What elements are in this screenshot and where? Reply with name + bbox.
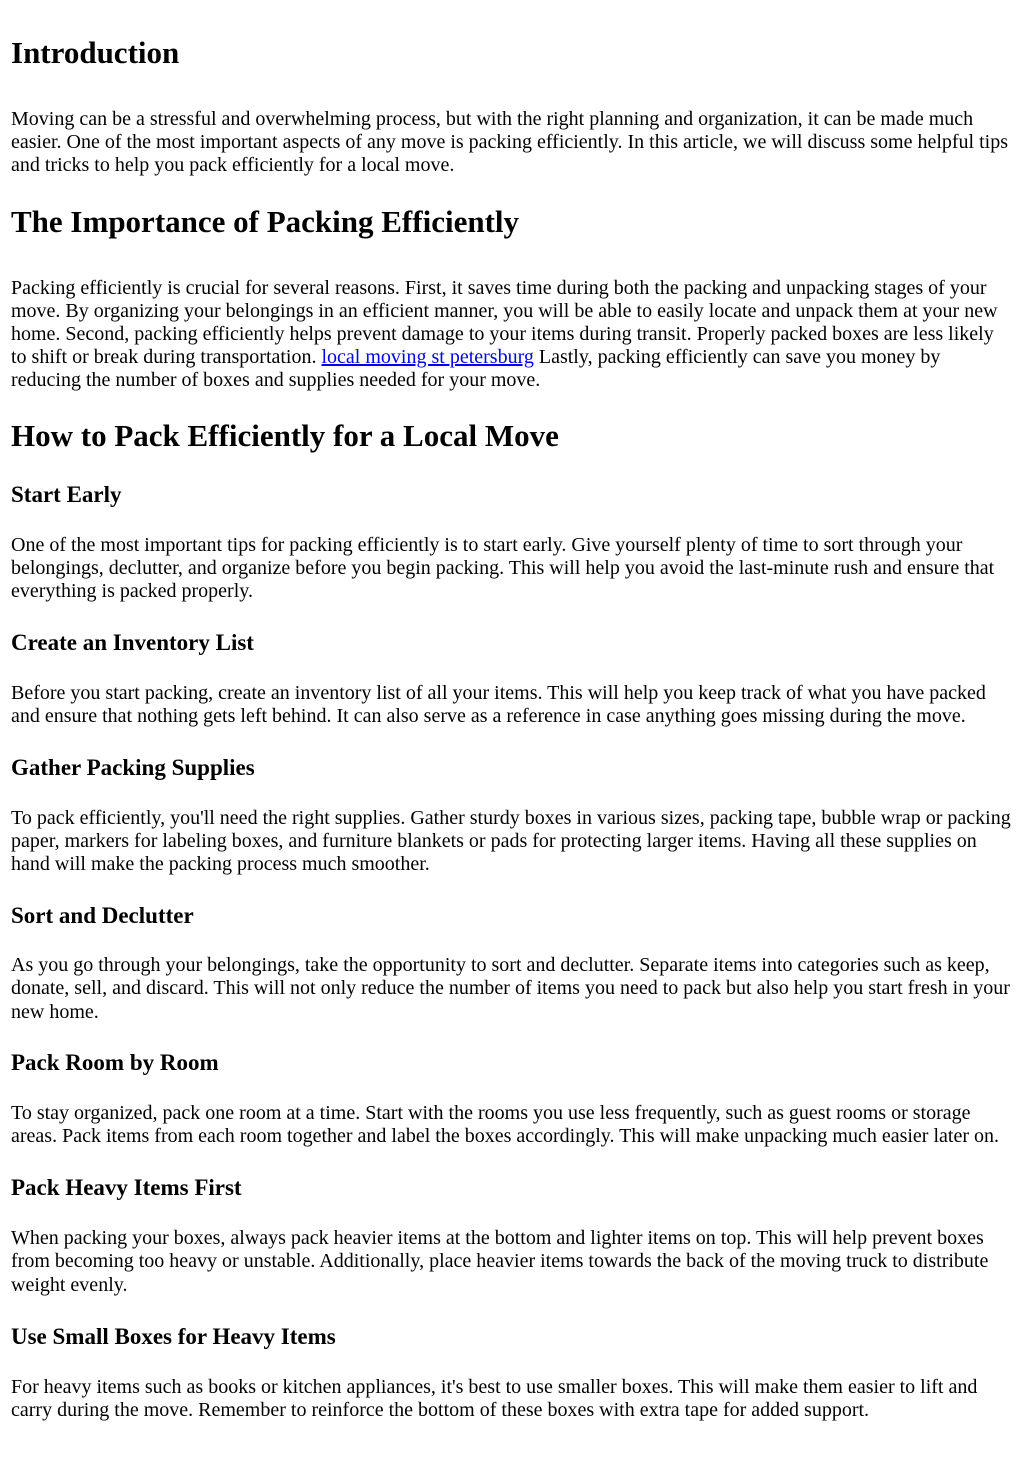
paragraph-heavy-items-first: When packing your boxes, always pack heavier items at the bottom and lighter items on top. This will help prevent boxes from becoming too heavy or unstable. Additionally, place heavier items towards the back of the moving truck to distribute weight evenly.: [11, 1227, 989, 1296]
paragraph-start-early: One of the most important tips for packing efficiently is to start early. Give yourself plenty of time to sort through your belongings, declutter, and organize before you begin packing. This will help you avoid the last-minute rush and ensure that everything is packed properly.: [11, 533, 995, 603]
paragraph-importance-text-end: Lastly, packing efficiently can save you money by reducing the number of boxes and supplies needed for your move.: [11, 346, 941, 392]
heading-introduction: Introduction: [11, 35, 180, 70]
paragraph-sort-declutter: As you go through your belongings, take the opportunity to sort and declutter. Separate items into categories such as keep, donate, sell, and discard. This will not only reduce the number of items you need to pack but also help you start fresh in your new home.: [11, 954, 1010, 1023]
article-page: [0, 35, 1024, 1483]
paragraph-small-boxes: For heavy items such as books or kitchen appliances, it's best to use smaller boxes. This will make them easier to lift and carry during the move. Remember to reinforce the bottom of these boxes with extra tape for added support.: [11, 1375, 978, 1422]
heading-how-to-pack: How to Pack Efficiently for a Local Move: [11, 417, 559, 453]
heading-packing-supplies: Gather Packing Supplies: [11, 754, 255, 780]
heading-start-early: Start Early: [11, 481, 122, 507]
paragraph-importance-text-start: Packing efficiently is crucial for several reasons. First, it saves time during both the packing and unpacking stages of your move. By organizing your belongings in an efficient manner, you will be able to easily locate and unpack them at your new home. Second, packing efficiently helps prevent damage to your items during transit. Properly packed boxes are less likely to shift or break during transportation.: [11, 276, 998, 369]
paragraph-introduction: Moving can be a stressful and overwhelming process, but with the right planning and organization, it can be made much easier. One of the most important aspects of any move is packing efficiently. In this article, we will discuss some helpful tips and tricks to help you pack efficiently for a local move.: [11, 108, 1008, 177]
paragraph-packing-supplies: To pack efficiently, you'll need the right supplies. Gather sturdy boxes in various sizes, packing tape, bubble wrap or packing paper, markers for labeling boxes, and furniture blankets or pads for protecting larger items. Having all these supplies on hand will make the packing process much smoother.: [11, 806, 1011, 876]
heading-small-boxes: Use Small Boxes for Heavy Items: [11, 1323, 336, 1349]
heading-inventory-list: Create an Inventory List: [11, 630, 254, 656]
heading-heavy-items-first: Pack Heavy Items First: [11, 1175, 242, 1201]
paragraph-inventory-list: Before you start packing, create an inventory list of all your items. This will help you keep track of what you have packed and ensure that nothing gets left behind. It can also serve as a reference in case anything goes missing during the move.: [11, 682, 986, 728]
heading-importance: The Importance of Packing Efficiently: [11, 203, 520, 239]
local-moving-link[interactable]: local moving st petersburg: [321, 346, 534, 369]
paragraph-room-by-room: To stay organized, pack one room at a time. Start with the rooms you use less frequently, such as guest rooms or storage areas. Pack items from each room together and label the boxes accordingly. This will make unpacking much easier later on.: [11, 1101, 999, 1148]
heading-sort-declutter: Sort and Declutter: [11, 903, 194, 929]
paragraph-importance: [11, 277, 1012, 393]
heading-room-by-room: Pack Room by Room: [11, 1049, 219, 1075]
